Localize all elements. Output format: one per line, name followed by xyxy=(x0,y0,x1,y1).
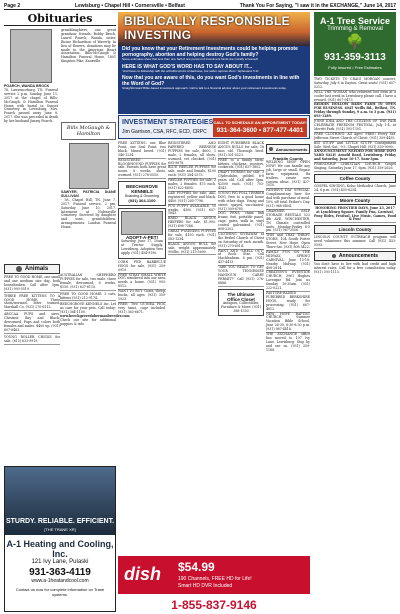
cta-phone[interactable]: 931-364-3600 • 877-477-4401 xyxy=(216,127,304,134)
banner-question: Did you know that your Retirement Investments could be helping promote pornography, abortion and helping destroy God's family? xyxy=(122,46,298,58)
classified-ad: FREE CLOTHING: All Ages! FREE! Every Sat. Jefferson Street Church of Christ. (931) 359-4455. xyxy=(314,131,396,140)
obituary-text-2: - 58, Chapel Hill, TN. June 7, 2017. Funeral service, 2 pm, Saturday June 10, 2017. Interment at Nolensville Cemetery. Survived by daughter and sons, grandchildren. Arrangements: London Funeral Home. xyxy=(61,197,116,230)
classified-ad: WANT TO BUY: Goats, sheep, bucks, all ages. (931) 359-1923. xyxy=(118,289,166,301)
classified-ad: GRAMMER SELF STORAGE RENTALS 523 4th AVE, WINCHESTER, TN Climate controlled units. Monday-Friday 8-5 pm. (931) 967-3556. xyxy=(266,208,310,233)
classified-ad: PUG PUPPY AVAILABLE, 10 weeks, $300. (931) 607-1843. xyxy=(168,203,216,216)
appointment-callout[interactable] xyxy=(213,118,307,137)
classified-ad: GOSPEL SINGING, Kelso Methodist Church, June 24, 6 p.m. (931) 455-6234. xyxy=(314,183,396,192)
classified-ad: FAMILY FUN ON THE MIDWAY, SPRING CARNIVAL, June 15-18, Nearby Midway. (931) 408-2814. xyxy=(266,249,310,270)
kennels-phone[interactable]: (931) 364-1100 xyxy=(128,198,156,204)
classified-ad: GREAT PYRENEES PUPPIES for sale, $150 each. (931) 583-1234. xyxy=(168,229,216,241)
dish-promo-2: Smart HD DVR Included xyxy=(178,583,233,589)
classified-ad: FREE STRAY SMALL WHITE DOG wandered into our area, needs a home. (931) 993-8512. xyxy=(118,272,166,289)
banner-title: BIBLICALLY RESPONSIBLE INVESTING xyxy=(124,14,290,42)
page-header xyxy=(4,2,396,10)
obituaries-column xyxy=(4,12,116,260)
kennels-subtitle: Boarding & Grooming xyxy=(125,194,159,199)
classified-ad: FATHER'S DAY SPECIAL: Complimentary beer for dad with purchase of meal. 10% off total Father's Day. (931) 968-0404. xyxy=(266,188,310,208)
obituary-photo xyxy=(10,29,52,83)
classified-ad: FREE TO GOOD HOME: 3 cats, kittens (931) 212-9174. xyxy=(60,291,116,300)
classified-ad: YOUNG ROLLER CHICKS for sale. (615) 633-9919. xyxy=(4,334,60,343)
header-towns: Lewisburg • Chapel Hill • Cornersville • Belfast xyxy=(74,2,185,9)
animals-column-mid xyxy=(118,142,166,554)
tree-service-ad xyxy=(314,12,396,76)
classified-ad: FREE KITTENS: one Blue Point, one Seal Point, two black, Mixed breed. (931) 546-1234. xyxy=(118,141,166,157)
funeral-home-logo: Bills McGaugh & Hamilton xyxy=(61,122,116,140)
coffee-county-header: Coffee County xyxy=(314,174,396,183)
advisor-name: Jim Garrison, CSA, RFC, ECD, CRPC xyxy=(122,129,207,135)
classified-ad: FRIENDSHIP CHRISTIAN CHURCH Gospel Singing, Saturday June 17, 6pm. (931) 359-2626. xyxy=(314,162,396,171)
classified-ad: You don't have to live with bad credit and high interest rates. Call for a free consultation today. (931) 393-1115. xyxy=(314,262,396,274)
classified-ad: THE EXCHANGE office has moved to 107 Ivy Lane, Lewisburg. Stop by and see us. (931) 359-1188. xyxy=(266,332,310,352)
kennel-website[interactable]: www.beechgrovedobermanbreeder.com xyxy=(60,314,130,319)
classified-ad: REGISTERED AND PAPERED BERNESE PUPPIES for sale, $600, 1 male, 2 females, all shots, wormed, vet checked. (931) 695-9678. xyxy=(168,141,216,165)
investment-strategies-strip xyxy=(118,115,310,139)
tree-phone[interactable]: 931-359-3113 xyxy=(324,52,386,63)
classified-ad: EIGHT PUREBRED BLACK ANGUS BULLS for sale, 18 mos old. Thorough bred. (931) 301-5523. xyxy=(218,141,264,157)
dish-promo: 190 Channels, FREE HD for Life! xyxy=(178,576,252,582)
cta-text: CALL TO SCHEDULE AN APPOINTMENT TODAY! xyxy=(213,120,307,125)
dish-phone[interactable]: 1-855-837-9146 xyxy=(171,598,257,612)
classified-ad: PAINT AND "SHELL OUT" at Rock Star. Call Macklenbran. 6 pm. (931) 437-4413. xyxy=(218,248,264,265)
classified-ad: BLUE HEELER PUPPIES for sale, male and female, $100 each. (931) 284-2575. xyxy=(168,165,216,178)
livestock-column xyxy=(168,142,216,554)
classified-ad: CLOTHING GIVEAWAY at the Bethel Church of Christ on Saturday of each month. (931) 270-6014. xyxy=(218,231,264,248)
pet-photo xyxy=(121,211,163,235)
strategies-title: INVESTMENT STRATEGIES xyxy=(122,119,214,126)
ac-business-name: A-1 Heating and Cooling, Inc. xyxy=(6,539,114,559)
obituary-text: 76, Lawrenceburg, TN. Funeral service 2 p.m. Sunday, June 11, 2017 at the chapel of Bills-McGaugh, & Hamilton Funeral Home with burial in Sunset Cemetery in Lewisburg, Mrs. Poarch passed away June 8, 2017. She was preceded in death by her husband Jimmy Poarch. xyxy=(4,87,58,124)
banner-small-text: Some estimates show that less than one half of one percent of investment funds are morally screened! xyxy=(122,57,259,61)
frontier-days-ad: HONORING FRONTIER DAYS, June 23, 2017 at Lynchburg Square. Family Fun, Carnival, Pony Rides, Festival, Live Music, Games, Food & Fun! xyxy=(314,205,397,222)
classified-ad: LAB PUPPIES for sale, AKC registered, yellow and black. $400. (931) 285-7796. xyxy=(168,190,216,203)
header-tagline: Thank You For Saying, "I saw it in the EXCHANGE," June 14, 2017 xyxy=(239,2,396,9)
ac-photo xyxy=(5,467,115,535)
classified-ad: "ARE YOU READY TO GET YOUR TENNESSEE HANDGUN CARRY PERMIT?" Call (931) 276-8886. xyxy=(218,265,264,285)
classified-ad: LINCOLN COUNTY OUTREACH program will need volunteers this summer. Call (931) 433-5595. xyxy=(314,235,396,248)
classified-ad: HEELER PUPPIES for sale, 3 males, 2 females. $75 each. (931) 622-8895. xyxy=(168,178,216,190)
misc-column xyxy=(218,142,264,554)
banner-verse: "And have no fellowship with the unfruitful works of darkness, but rather reprove them." Ephesians 5:11 xyxy=(122,68,259,73)
obituary-photo-2 xyxy=(69,143,109,189)
obituary-name-2: SAWYER, PATRICIA DIANE SULLIVAN xyxy=(61,190,116,198)
animals-section-header: Animals xyxy=(4,264,60,274)
pet-text: Saturday, June 17, 10am at Tractor Supply, Lewisburg. Adoption fees apply. (931) 454-9190. xyxy=(121,239,163,255)
classified-ad: WILL THE WOMAN who returned lost item at a cooler last week in Lewisburg please call, I have a reward. (931) 607-9473. xyxy=(314,89,396,102)
tree-icon: 🌳 xyxy=(346,34,364,50)
tree-insured: Fully Insured • Free Estimates xyxy=(328,65,382,70)
obituaries-title: Obituaries xyxy=(4,12,116,26)
page-number: Page 2 xyxy=(4,2,21,9)
classified-ad: BLACK ANGUS BULL for sale, weight approximately 900lbs. (931) 215-5690. xyxy=(168,241,216,254)
classified-ad: BRED BLACK ANGUS HEIFERS for sale, $1,900. (931) 698-7386. xyxy=(168,216,216,229)
announcements-header-2: Announcements xyxy=(314,251,396,261)
ac-footer: Contact us now for complete information on Trane systems. xyxy=(15,587,105,597)
megaphone-icon xyxy=(269,147,273,151)
kennels-name: BEECHGROVE KENNELS xyxy=(125,184,158,195)
classified-ad: NEW HOPE BAPTIST CHURCH Summer Vacation Bible School, June 26-30, 6:30-8:30 p.m. (931) 967-4418. xyxy=(266,311,310,332)
boutique-ad xyxy=(218,289,264,317)
animals-column-left xyxy=(4,262,60,462)
classified-ad: WELDING SHOP OPEN NOW! We can handle any job, large or small. Repair farm equipment, fix trailers, create new custom ideas. (931) 427-1010. xyxy=(266,160,310,188)
dish-advertisement xyxy=(118,556,310,612)
ac-website[interactable]: www.a-1heatandcool.com xyxy=(31,578,89,584)
classified-ad: BIG STUFF and LITTLE STUFF Consignment Sale, Wed.-Sat., 9-5. Chapel Hill. (931) 359-9090. xyxy=(314,140,396,149)
classified-ad: CORN FED BARBECUE HOGS for sale, (931) 359-0919. xyxy=(118,259,166,272)
beechgrove-kennels-ad xyxy=(118,181,166,206)
classified-ad: FREE to a family farm: kittens, chickens, roosters, cockerels. (931) 637-1802. xyxy=(218,157,264,170)
banner-small-text-2: Straightforward Bible-based investment approach. Call to talk to a financial advisor about your retirement investments today. xyxy=(122,86,287,91)
classified-ad: AUSTRALIAN SHEPHERD PUPPIES for sale, two male, three female, dewormed, 6 weeks. $150. (931) 637-6110. xyxy=(60,273,116,289)
lincoln-county-header: Lincoln County xyxy=(314,225,396,234)
classified-ad: REGISTERED BLOODHOUND PUPPIES for sale. Parents both have great noses. 8 weeks, shots, wormed. (931) 278-0555. xyxy=(118,157,166,178)
ac-advertisement xyxy=(4,466,116,612)
county-label: Franklin County xyxy=(272,156,304,161)
obituary-text-continued: granddaughters; one great grandson; friends: Bobby Brock, Laurel Poarch; Wanda, sister, Ricine Richardson of Waverly. In lieu of flowers, donations may be made to the American Heart Association. Bills-McGaugh & Hamilton Funeral Home, 1801 Kingston Pike, Knoxville. xyxy=(61,28,116,64)
classified-ad: THREE FREE KITTENS TO A GOOD HOME. Three shots/wormed, litter trained. Marshall Co. (931) 270-6112. xyxy=(4,293,60,310)
megaphone-icon xyxy=(332,254,336,258)
banner-heading: HERE IS WHAT GOD'S WORD HAS TO SAY ABOUT IT... xyxy=(122,63,253,70)
yard-sale-ad: ANNOUNCEMENT NEEDED FOR MORE INFO YARD SALE! Arnold Road, Lewisburg. Friday and Saturday, June 16-17. 8am-3pm. xyxy=(314,149,396,162)
banner-question-2: Now that you are aware of this, do you want God's investments in line with the Word of God? xyxy=(122,75,300,88)
ac-phone[interactable]: 931-363-4119 xyxy=(29,567,91,578)
pet-title: ADOPT-A-PET! xyxy=(126,235,158,241)
boutique-title: The Ultimate Office Closet xyxy=(227,291,255,302)
adopt-pet-ad xyxy=(118,208,166,259)
dish-price: $54.99 xyxy=(178,560,215,574)
kennel-note: Check our site for additional puppies & info. xyxy=(60,318,116,326)
announcements-header: Announcements xyxy=(266,144,310,154)
dish-logo: dish xyxy=(124,564,162,584)
classified-ad: DOG PENS, chain link frame, 6x6, portable panel, cage, gates, walk in, vinyl coated galvanized. (931) 808-2202. xyxy=(218,211,264,232)
classified-ad: YOUNG PIG POLL TERRIER DOG, free to a good home with other dogs. Young and sweet, spayed, vaccinated. (931) 309-6785. xyxy=(218,190,264,211)
classified-ad: DRAFT HORSES for sale. 3 Clydesdales, gelded, 6-8 years old. Call after 5pm. $2500 each. (931) 703-4543. xyxy=(218,170,264,190)
classified-ad: BEECHGROVE KENNELS Inc. Let us care for your pets. Call today: (931) 364-1100. xyxy=(60,302,116,315)
classified-ad: THIS and THAT THRIFT STORE, 104 South Porter Street, New Hope. Open Thurs-Sat. (931) 808-5422. xyxy=(266,233,310,250)
biblical-investing-banner xyxy=(118,12,310,114)
classified-ad: ABCCAA PUPS and sires, Chestnut Bay and Black; dewormed, Pups and colors both females and males. $400 up. (931) 607-8463. xyxy=(4,312,60,332)
classified-ad: CREATION'S EVENTIDE CHURCH, 3961 Hughes Lavergne Rd. Join us Sunday 10:30am. (931) 222-0221. xyxy=(266,270,310,291)
ac-headline: STURDY. RELIABLE. EFFICIENT. xyxy=(5,518,115,525)
animals-column-left-2 xyxy=(60,262,130,462)
classified-ad: PASTURE-RAISED PUREBRED BERKSHIRE HOGS, ready for processing. (931) 607-4812. xyxy=(266,291,310,311)
announcements-column xyxy=(266,142,310,554)
tree-title: A-1 Tree Service xyxy=(319,16,391,26)
paw-icon xyxy=(16,266,22,272)
obituary-name: POARCH, WANDA BROCK xyxy=(4,84,50,88)
boutique-text: Antiques, Collectibles, Furniture & More! (931) 388-1350 xyxy=(221,300,261,313)
moore-county-header: Moore County xyxy=(314,196,396,205)
tree-subtitle: Trimming & Removal xyxy=(327,26,383,32)
ac-subline: [THE TRANE XR] xyxy=(44,527,76,532)
classified-ad: JOINE IDEA AND THE CITIZENS OF THE FAIR CELEBRATE FREEDOM FESTIVAL, July 1-4, at Merritt Park. (931) 393-1101. xyxy=(314,119,396,131)
classified-ad: FREE TO GOOD HOME, one small and one medium size dog, both housebroken. Call after 5pm. (931) 993-5519. xyxy=(4,275,60,291)
right-column xyxy=(314,78,396,612)
classified-ad: FREE: Two GUINEA PIGS, very tame, cage included. (931) 363-6671. xyxy=(118,301,166,314)
classified-ad: BEDDIN HOLLOW BARN FARM IN OPEN FOR BUSINESS. 4045 Neills Rd., Belfast, TN. Friday through Sunday, 9 a.m. to 3 p.m. (931) 693-1289. xyxy=(314,102,396,119)
ac-address: 121 Ivy Lane, Pulaski xyxy=(31,559,89,565)
classified-ad: TWO TICKETS TO CRAIG MORGAN concert, Saturday, July 8 in Dayton. Great seats! (931) 607-5212. xyxy=(314,77,396,89)
dish-phone-bar[interactable] xyxy=(118,594,310,612)
